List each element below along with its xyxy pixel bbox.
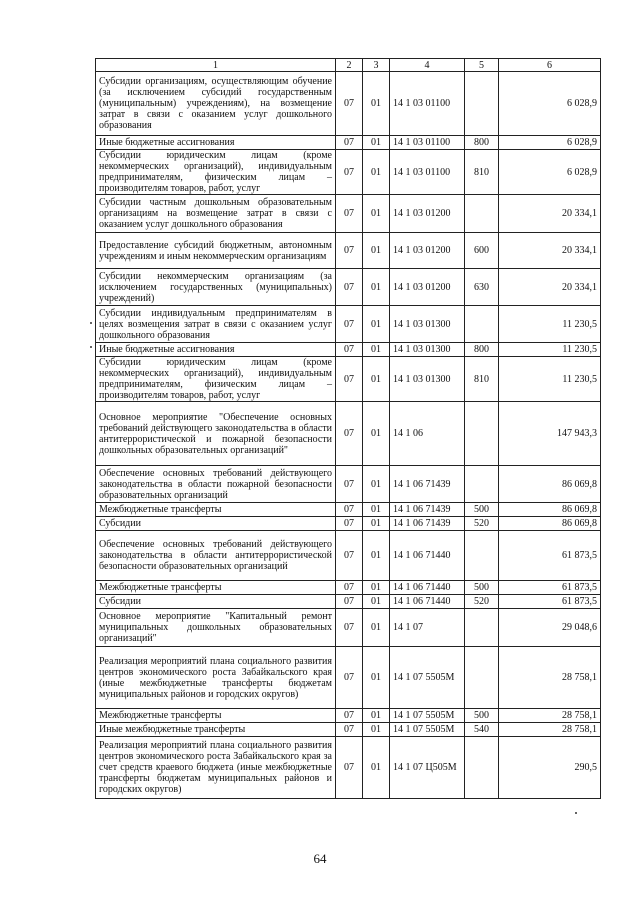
row-expense-type-cell: 520 xyxy=(465,517,499,531)
row-name-cell: Основное мероприятие "Капитальный ремонт муниципальных дошкольных образовательных организаций" xyxy=(96,609,336,647)
table-row xyxy=(96,343,601,357)
row-expense-type-cell xyxy=(465,402,499,466)
row-subsection-cell: 01 xyxy=(363,531,390,581)
row-expense-type-cell xyxy=(465,306,499,343)
scan-speck xyxy=(90,322,92,324)
row-expense-type-cell xyxy=(465,195,499,233)
row-section-cell: 07 xyxy=(336,195,363,233)
row-amount-cell: 6 028,9 xyxy=(499,136,601,150)
row-target-code-cell: 14 1 06 71440 xyxy=(390,581,465,595)
row-amount-cell: 6 028,9 xyxy=(499,150,601,195)
row-target-code-cell: 14 1 07 xyxy=(390,609,465,647)
scan-speck xyxy=(575,812,577,814)
row-subsection-cell: 01 xyxy=(363,723,390,737)
row-target-code-cell: 14 1 06 71440 xyxy=(390,595,465,609)
row-amount-cell: 20 334,1 xyxy=(499,269,601,306)
row-target-code-cell: 14 1 03 01100 xyxy=(390,150,465,195)
row-target-code-cell: 14 1 07 Ц505M xyxy=(390,737,465,799)
table-row xyxy=(96,72,601,136)
row-section-cell: 07 xyxy=(336,595,363,609)
row-name-cell: Основное мероприятие "Обеспечение основных требований действующего законодательства в области антитеррористической и пожарной безопасности дошкольных образовательных организаций" xyxy=(96,402,336,466)
row-section-cell: 07 xyxy=(336,466,363,503)
row-subsection-cell: 01 xyxy=(363,343,390,357)
row-amount-cell: 28 758,1 xyxy=(499,723,601,737)
row-target-code-cell: 14 1 07 5505M xyxy=(390,709,465,723)
row-name-cell: Обеспечение основных требований действующего законодательства в области антитеррористической безопасности образовательных организаций xyxy=(96,531,336,581)
row-name-cell: Обеспечение основных требований действующего законодательства в области пожарной безопасности образовательных организаций xyxy=(96,466,336,503)
row-expense-type-cell xyxy=(465,72,499,136)
row-amount-cell: 86 069,8 xyxy=(499,517,601,531)
row-amount-cell: 147 943,3 xyxy=(499,402,601,466)
row-expense-type-cell: 500 xyxy=(465,503,499,517)
row-subsection-cell: 01 xyxy=(363,136,390,150)
row-expense-type-cell: 810 xyxy=(465,357,499,402)
row-expense-type-cell: 520 xyxy=(465,595,499,609)
row-subsection-cell: 01 xyxy=(363,595,390,609)
table-row xyxy=(96,233,601,269)
row-amount-cell: 61 873,5 xyxy=(499,581,601,595)
row-target-code-cell: 14 1 06 71439 xyxy=(390,503,465,517)
row-section-cell: 07 xyxy=(336,233,363,269)
row-subsection-cell: 01 xyxy=(363,503,390,517)
row-amount-cell: 11 230,5 xyxy=(499,306,601,343)
table-row xyxy=(96,609,601,647)
row-expense-type-cell xyxy=(465,609,499,647)
table-row xyxy=(96,150,601,195)
row-amount-cell: 61 873,5 xyxy=(499,595,601,609)
row-name-cell: Субсидии юридическим лицам (кроме некоммерческих организаций), индивидуальным предпринимателям, физическим лицам – производителям товаров, работ, услуг xyxy=(96,357,336,402)
row-amount-cell: 20 334,1 xyxy=(499,233,601,269)
row-name-cell: Иные межбюджетные трансферты xyxy=(96,723,336,737)
scan-speck xyxy=(90,346,92,348)
row-name-cell: Субсидии некоммерческим организациям (за исключением государственных (муниципальных) учреждений) xyxy=(96,269,336,306)
table-row xyxy=(96,466,601,503)
row-target-code-cell: 14 1 03 01200 xyxy=(390,195,465,233)
row-name-cell: Иные бюджетные ассигнования xyxy=(96,136,336,150)
row-section-cell: 07 xyxy=(336,709,363,723)
row-amount-cell: 20 334,1 xyxy=(499,195,601,233)
table-body xyxy=(96,72,601,799)
table-row xyxy=(96,517,601,531)
row-expense-type-cell: 540 xyxy=(465,723,499,737)
row-expense-type-cell xyxy=(465,466,499,503)
row-section-cell: 07 xyxy=(336,737,363,799)
row-target-code-cell: 14 1 03 01300 xyxy=(390,306,465,343)
row-amount-cell: 28 758,1 xyxy=(499,709,601,723)
table-row xyxy=(96,357,601,402)
row-subsection-cell: 01 xyxy=(363,195,390,233)
row-section-cell: 07 xyxy=(336,306,363,343)
row-name-cell: Реализация мероприятий плана социального развития центров экономического роста Забайкальского края за счет средств краевого бюджета (иные межбюджетные трансферты бюджетам муниципальных районов и городских округов) xyxy=(96,737,336,799)
table-row xyxy=(96,306,601,343)
row-section-cell: 07 xyxy=(336,402,363,466)
row-section-cell: 07 xyxy=(336,269,363,306)
row-amount-cell: 290,5 xyxy=(499,737,601,799)
row-expense-type-cell: 600 xyxy=(465,233,499,269)
row-expense-type-cell: 630 xyxy=(465,269,499,306)
table-row xyxy=(96,737,601,799)
row-amount-cell: 61 873,5 xyxy=(499,531,601,581)
row-target-code-cell: 14 1 06 71439 xyxy=(390,517,465,531)
header-col-1: 1 xyxy=(96,59,336,72)
row-section-cell: 07 xyxy=(336,723,363,737)
row-amount-cell: 29 048,6 xyxy=(499,609,601,647)
row-subsection-cell: 01 xyxy=(363,150,390,195)
row-section-cell: 07 xyxy=(336,72,363,136)
row-expense-type-cell: 500 xyxy=(465,581,499,595)
row-name-cell: Межбюджетные трансферты xyxy=(96,503,336,517)
row-section-cell: 07 xyxy=(336,609,363,647)
row-name-cell: Предоставление субсидий бюджетным, автономным учреждениям и иным некоммерческим организациям xyxy=(96,233,336,269)
row-subsection-cell: 01 xyxy=(363,233,390,269)
row-amount-cell: 86 069,8 xyxy=(499,466,601,503)
table-row xyxy=(96,503,601,517)
row-name-cell: Субсидии xyxy=(96,517,336,531)
row-amount-cell: 86 069,8 xyxy=(499,503,601,517)
row-name-cell: Субсидии xyxy=(96,595,336,609)
row-subsection-cell: 01 xyxy=(363,269,390,306)
row-expense-type-cell: 800 xyxy=(465,136,499,150)
table-row xyxy=(96,531,601,581)
budget-table xyxy=(95,58,601,799)
header-col-2: 2 xyxy=(336,59,363,72)
row-name-cell: Субсидии индивидуальным предпринимателям в целях возмещения затрат в связи с оказанием услуг дошкольного образования xyxy=(96,306,336,343)
table-row xyxy=(96,647,601,709)
row-expense-type-cell: 500 xyxy=(465,709,499,723)
row-section-cell: 07 xyxy=(336,503,363,517)
row-target-code-cell: 14 1 03 01200 xyxy=(390,233,465,269)
row-amount-cell: 6 028,9 xyxy=(499,72,601,136)
row-subsection-cell: 01 xyxy=(363,72,390,136)
table-row xyxy=(96,723,601,737)
row-expense-type-cell xyxy=(465,737,499,799)
row-name-cell: Субсидии частным дошкольным образовательным организациям на возмещение затрат в связи с оказанием услуг дошкольного образования xyxy=(96,195,336,233)
table-row xyxy=(96,269,601,306)
row-amount-cell: 11 230,5 xyxy=(499,343,601,357)
row-target-code-cell: 14 1 03 01200 xyxy=(390,269,465,306)
row-expense-type-cell xyxy=(465,531,499,581)
row-target-code-cell: 14 1 06 71440 xyxy=(390,531,465,581)
row-expense-type-cell: 810 xyxy=(465,150,499,195)
row-subsection-cell: 01 xyxy=(363,466,390,503)
row-subsection-cell: 01 xyxy=(363,581,390,595)
row-section-cell: 07 xyxy=(336,136,363,150)
row-amount-cell: 11 230,5 xyxy=(499,357,601,402)
row-target-code-cell: 14 1 06 xyxy=(390,402,465,466)
row-target-code-cell: 14 1 07 5505M xyxy=(390,647,465,709)
row-subsection-cell: 01 xyxy=(363,517,390,531)
row-subsection-cell: 01 xyxy=(363,647,390,709)
row-expense-type-cell: 800 xyxy=(465,343,499,357)
table-row xyxy=(96,195,601,233)
table-header-row xyxy=(96,59,601,72)
table-row xyxy=(96,709,601,723)
table-row xyxy=(96,136,601,150)
row-name-cell: Реализация мероприятий плана социального развития центров экономического роста Забайкальского края (иные межбюджетные трансферты бюджетам муниципальных районов и городских округов) xyxy=(96,647,336,709)
row-name-cell: Субсидии юридическим лицам (кроме некоммерческих организаций), индивидуальным предпринимателям, физическим лицам – производителям товаров, работ, услуг xyxy=(96,150,336,195)
row-section-cell: 07 xyxy=(336,517,363,531)
page-number: 64 xyxy=(313,851,327,866)
row-subsection-cell: 01 xyxy=(363,306,390,343)
row-section-cell: 07 xyxy=(336,647,363,709)
row-target-code-cell: 14 1 06 71439 xyxy=(390,466,465,503)
row-section-cell: 07 xyxy=(336,357,363,402)
row-section-cell: 07 xyxy=(336,581,363,595)
row-name-cell: Межбюджетные трансферты xyxy=(96,581,336,595)
row-expense-type-cell xyxy=(465,647,499,709)
row-target-code-cell: 14 1 03 01100 xyxy=(390,72,465,136)
header-col-5: 5 xyxy=(465,59,499,72)
row-name-cell: Субсидии организациям, осуществляющим обучение (за исключением субсидий государственным (муниципальным) учреждениям), на возмещение затрат в связи с оказанием услуг дошкольного образования xyxy=(96,72,336,136)
row-target-code-cell: 14 1 07 5505M xyxy=(390,723,465,737)
row-subsection-cell: 01 xyxy=(363,402,390,466)
row-target-code-cell: 14 1 03 01300 xyxy=(390,343,465,357)
header-col-3: 3 xyxy=(363,59,390,72)
table-row xyxy=(96,581,601,595)
header-col-4: 4 xyxy=(390,59,465,72)
row-section-cell: 07 xyxy=(336,343,363,357)
row-section-cell: 07 xyxy=(336,531,363,581)
row-subsection-cell: 01 xyxy=(363,357,390,402)
row-subsection-cell: 01 xyxy=(363,737,390,799)
row-subsection-cell: 01 xyxy=(363,609,390,647)
row-amount-cell: 28 758,1 xyxy=(499,647,601,709)
row-target-code-cell: 14 1 03 01300 xyxy=(390,357,465,402)
row-name-cell: Иные бюджетные ассигнования xyxy=(96,343,336,357)
table-row xyxy=(96,595,601,609)
row-section-cell: 07 xyxy=(336,150,363,195)
row-subsection-cell: 01 xyxy=(363,709,390,723)
row-name-cell: Межбюджетные трансферты xyxy=(96,709,336,723)
row-target-code-cell: 14 1 03 01100 xyxy=(390,136,465,150)
header-col-6: 6 xyxy=(499,59,601,72)
table-row xyxy=(96,402,601,466)
